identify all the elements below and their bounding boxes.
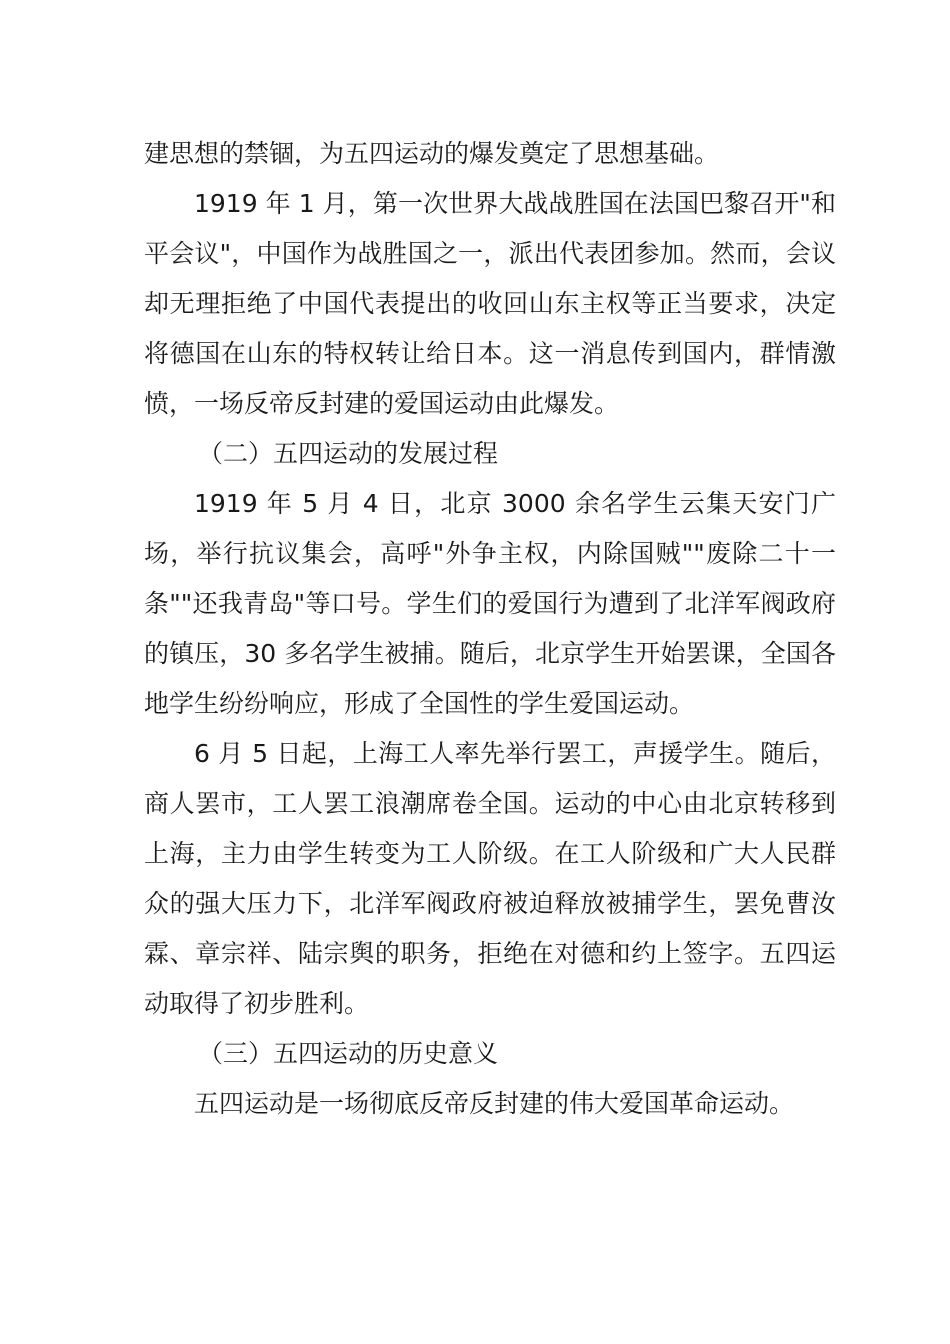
document-body [144, 129, 836, 1129]
paragraph-significance: 五四运动是一场彻底反帝反封建的伟大爱国革命运动。 [194, 1089, 795, 1118]
paragraph-may-fourth: 1919 年 5 月 4 日，北京 3000 余名学生云集天安门广场，举行抗议集会，高呼"外争主权，内除国贼""废除二十一条""还我青岛"等口号。学生们的爱国行为遭到了北洋军阀政府的镇压，30 多名学生被捕。随后，北京学生开始罢课，全国各地学生纷纷响应，形成了全国性的学生爱国运动。 [144, 489, 836, 718]
section-heading-significance: （三）五四运动的历史意义 [198, 1039, 499, 1068]
paragraph-paris-conference: 1919 年 1 月，第一次世界大战战胜国在法国巴黎召开"和平会议"，中国作为战胜国之一，派出代表团参加。然而，会议却无理拒绝了中国代表提出的收回山东主权等正当要求，决定将德国在山东的特权转让给日本。这一消息传到国内，群情激愤，一场反帝反封建的爱国运动由此爆发。 [144, 189, 836, 418]
paragraph-june-fifth: 6 月 5 日起，上海工人率先举行罢工，声援学生。随后，商人罢市，工人罢工浪潮席卷全国。运动的中心由北京转移到上海，主力由学生转变为工人阶级。在工人阶级和广大人民群众的强大压力下，北洋军阀政府被迫释放被捕学生，罢免曹汝霖、章宗祥、陆宗舆的职务，拒绝在对德和约上签字。五四运动取得了初步胜利。 [144, 739, 836, 1018]
paragraph-continuation: 建思想的禁锢，为五四运动的爆发奠定了思想基础。 [144, 139, 720, 168]
section-heading-development: （二）五四运动的发展过程 [198, 439, 499, 468]
